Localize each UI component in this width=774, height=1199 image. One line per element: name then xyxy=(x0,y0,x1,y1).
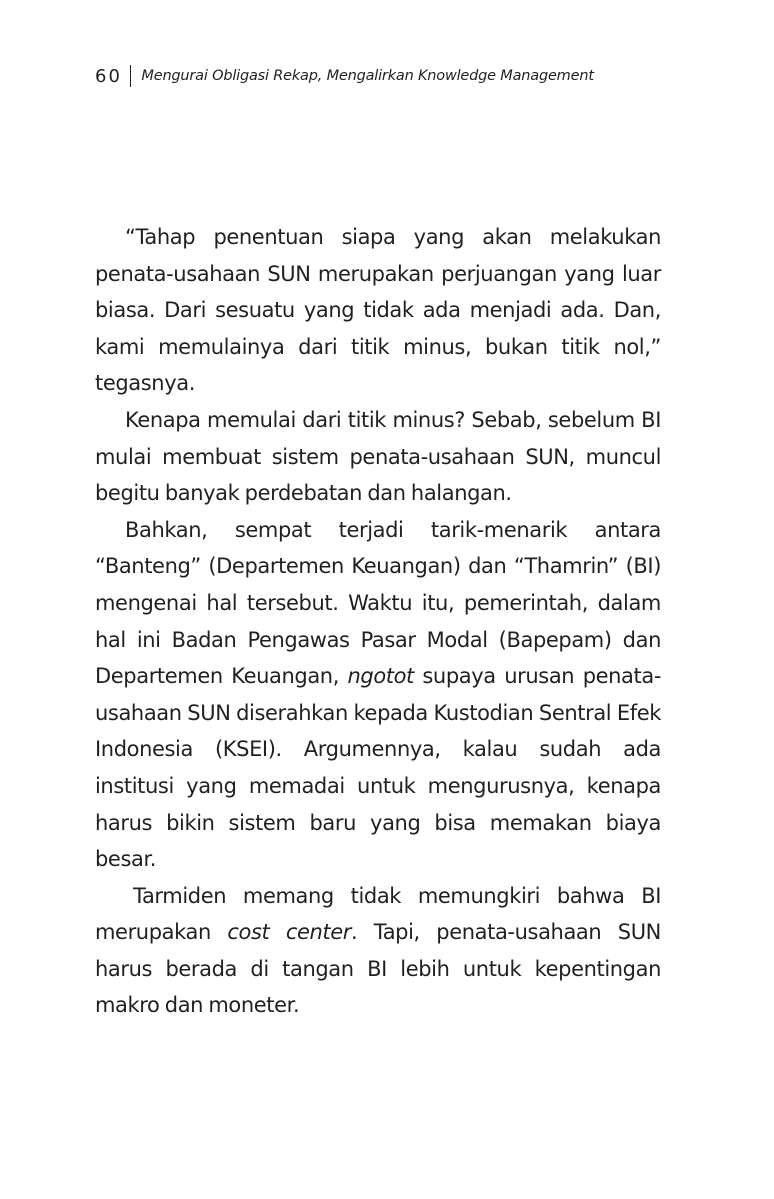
paragraph-2: Kenapa memulai dari titik minus? Sebab, sebelum BI mulai membuat sistem penata-usahaan SUN, muncul begitu banyak perdebatan dan halangan. xyxy=(95,407,661,506)
paragraph-4-italic-term: cost center xyxy=(227,920,351,945)
paragraph-4-text-before: Tarmiden memang tidak memungkiri bahwa BI merupakan xyxy=(95,883,661,945)
paragraph-3-text-before: Bahkan, sempat terjadi tarik-menarik antara “Banteng” (Departemen Keuangan) dan “Thamrin” (BI) mengenai hal tersebut. Waktu itu, pemerintah, dalam hal ini Badan Pengawas Pasar Modal (Bapepam) dan Departemen Keuangan, xyxy=(95,517,661,689)
body-text xyxy=(95,219,661,1024)
paragraph-3 xyxy=(95,512,661,878)
header-divider xyxy=(130,65,132,87)
paragraph-1: “Tahap penentuan siapa yang akan melakukan penata-usahaan SUN merupakan perjuangan yang luar biasa. Dari sesuatu yang tidak ada menjadi ada. Dan, kami memulainya dari titik minus, bukan titik nol,” tegasnya. xyxy=(95,225,661,396)
page-number: 60 xyxy=(95,65,122,87)
paragraph-4-text-after: . Tapi, penata-usahaan SUN harus berada di tangan BI lebih untuk kepentingan makro dan moneter. xyxy=(95,920,661,1018)
running-header xyxy=(95,63,594,89)
paragraph-4 xyxy=(95,878,661,1024)
paragraph-3-italic-term: ngotot xyxy=(347,664,414,689)
book-title: Mengurai Obligasi Rekap, Mengalirkan Knowledge Management xyxy=(141,68,594,84)
paragraph-3-text-after: supaya urusan penata-usahaan SUN diserahkan kepada Kustodian Sentral Efek Indonesia (KSEI). Argumennya, kalau sudah ada institusi yang memadai untuk mengurusnya, kenapa harus bikin sistem baru yang bisa memakan biaya besar. xyxy=(95,664,662,872)
